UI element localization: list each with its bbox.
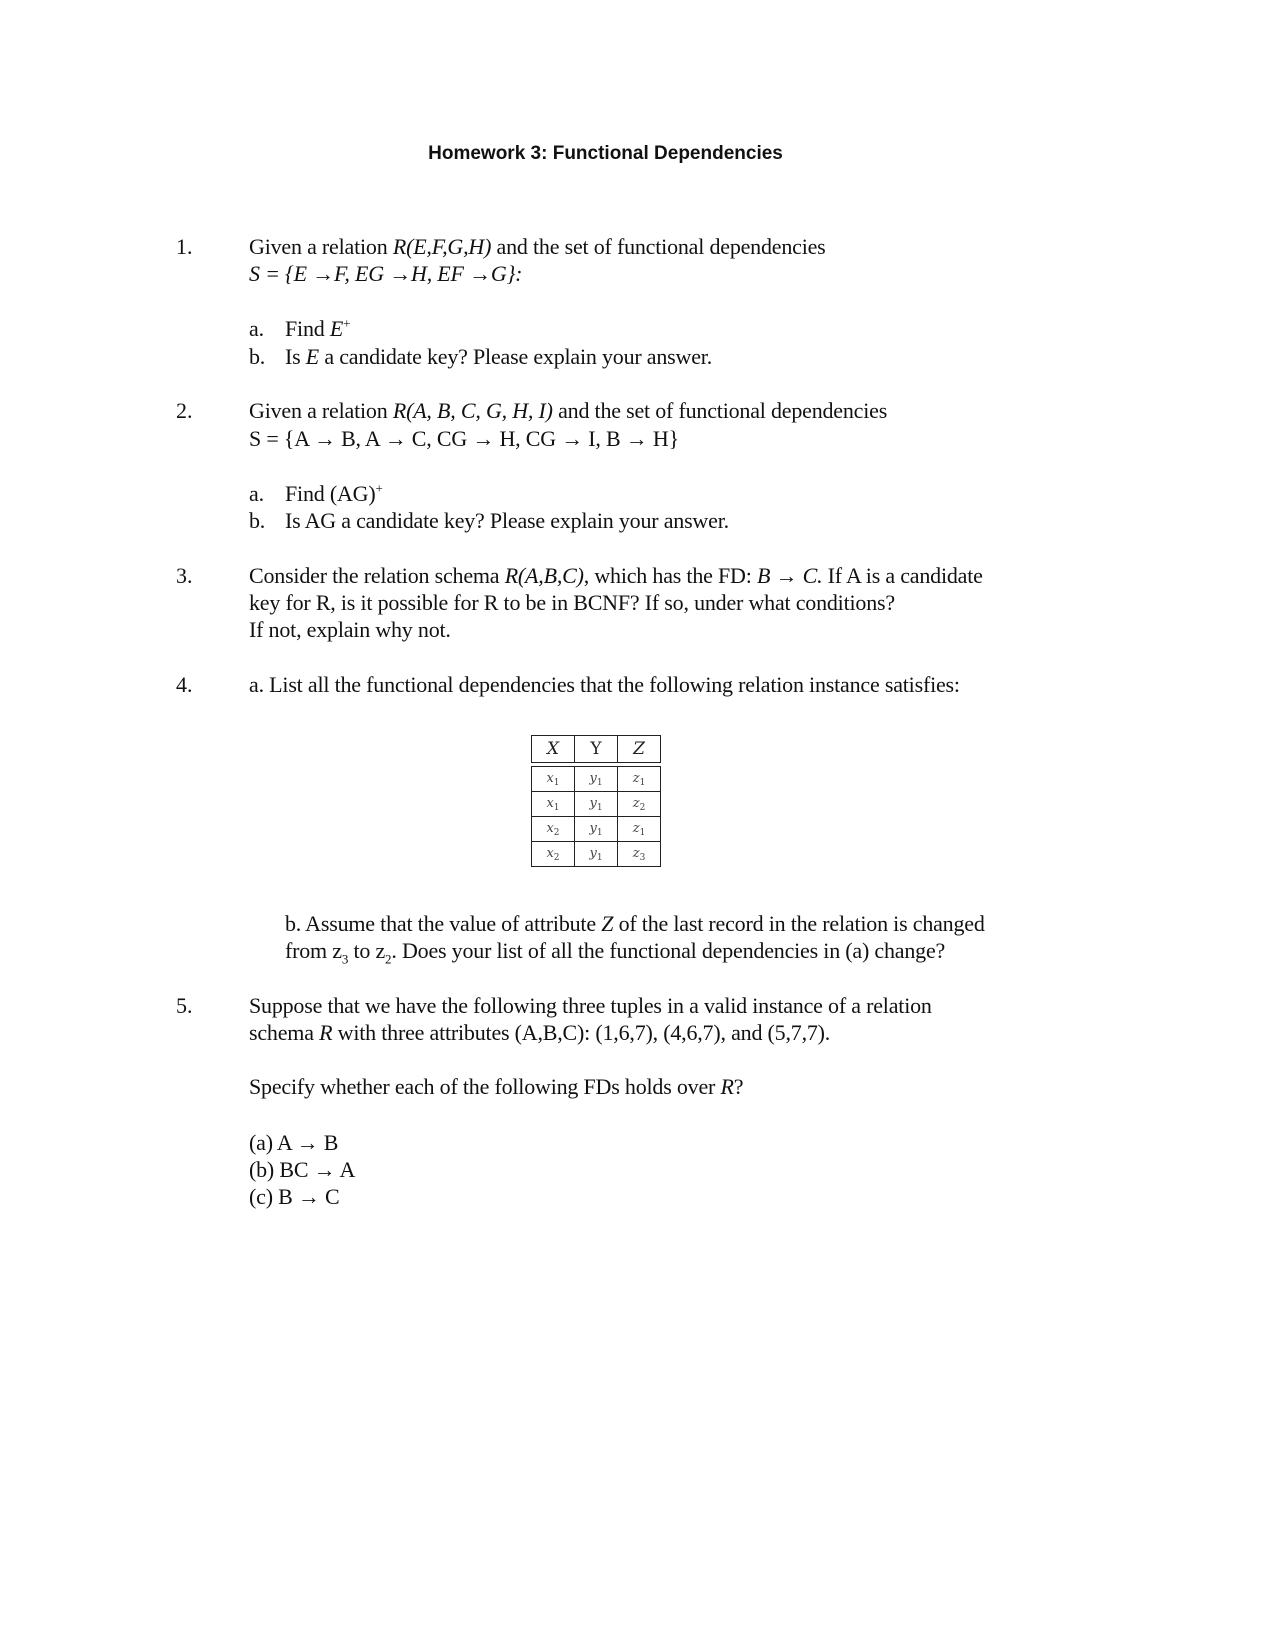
q5-option-a: (a) A → B: [249, 1130, 339, 1155]
q1-number: 1.: [176, 234, 193, 259]
table-cell: $z_2$: [618, 792, 661, 817]
table-cell: $x_1$: [532, 767, 575, 792]
q1-part-a: a. Find E+: [249, 315, 351, 341]
q1-fd-set: S = {E →F, EG →H, EF →G}:: [249, 261, 523, 286]
table-cell: $x_2$: [532, 842, 575, 867]
q2-number: 2.: [176, 398, 193, 423]
table-cell: $z_3$: [618, 842, 661, 867]
table-cell: $z_1$: [618, 767, 661, 792]
table-row: [532, 842, 661, 867]
q3-line-3: If not, explain why not.: [249, 617, 451, 642]
page-title: Homework 3: Functional Dependencies: [428, 143, 783, 164]
q4-part-b-line-2: from $z_3$ to $z_2$. Does your list of all the functional dependencies in (a) change?: [285, 938, 946, 967]
relation-instance-table: [531, 735, 661, 867]
q4-part-b-line-1: b. Assume that the value of attribute Z of the last record in the relation is changed: [285, 911, 985, 936]
column-header: X: [532, 736, 575, 763]
table-cell: $y_1$: [575, 817, 618, 842]
q1-statement: Given a relation R(E,F,G,H) and the set of functional dependencies: [249, 234, 826, 259]
table-row: [532, 792, 661, 817]
table-cell: $x_2$: [532, 817, 575, 842]
table-cell: $y_1$: [575, 842, 618, 867]
table-cell: $z_1$: [618, 817, 661, 842]
q3-line-1: Consider the relation schema R(A,B,C), which has the FD: B → C. If A is a candidate: [249, 563, 983, 588]
q5-option-b: (b) BC → A: [249, 1157, 356, 1182]
q3-number: 3.: [176, 563, 193, 588]
q4-number: 4.: [176, 672, 193, 697]
table-row: [532, 767, 661, 792]
q2-part-b: b. Is AG a candidate key? Please explain your answer.: [249, 508, 729, 533]
q1-part-b: b. Is E a candidate key? Please explain your answer.: [249, 344, 712, 369]
q5-line-3: Specify whether each of the following FDs holds over R?: [249, 1074, 744, 1099]
table-cell: $y_1$: [575, 767, 618, 792]
q5-number: 5.: [176, 993, 193, 1018]
q2-statement: Given a relation R(A, B, C, G, H, I) and the set of functional dependencies: [249, 398, 888, 423]
table-header-row: [532, 736, 661, 763]
q2-fd-set: S = {A → B, A → C, CG → H, CG → I, B → H}: [249, 426, 679, 451]
q4-part-a: a. List all the functional dependencies that the following relation instance satisfies:: [249, 672, 960, 697]
q3-line-2: key for R, is it possible for R to be in BCNF? If so, under what conditions?: [249, 590, 895, 615]
q5-option-c: (c) B → C: [249, 1184, 340, 1209]
q2-part-a: a. Find (AG)+: [249, 480, 383, 506]
q5-line-2: schema R with three attributes (A,B,C): (1,6,7), (4,6,7), and (5,7,7).: [249, 1020, 831, 1045]
table-row: [532, 817, 661, 842]
table-cell: $x_1$: [532, 792, 575, 817]
column-header: Z: [618, 736, 661, 763]
column-header: Y: [575, 736, 618, 763]
q5-line-1: Suppose that we have the following three tuples in a valid instance of a relation: [249, 993, 932, 1018]
table-cell: $y_1$: [575, 792, 618, 817]
